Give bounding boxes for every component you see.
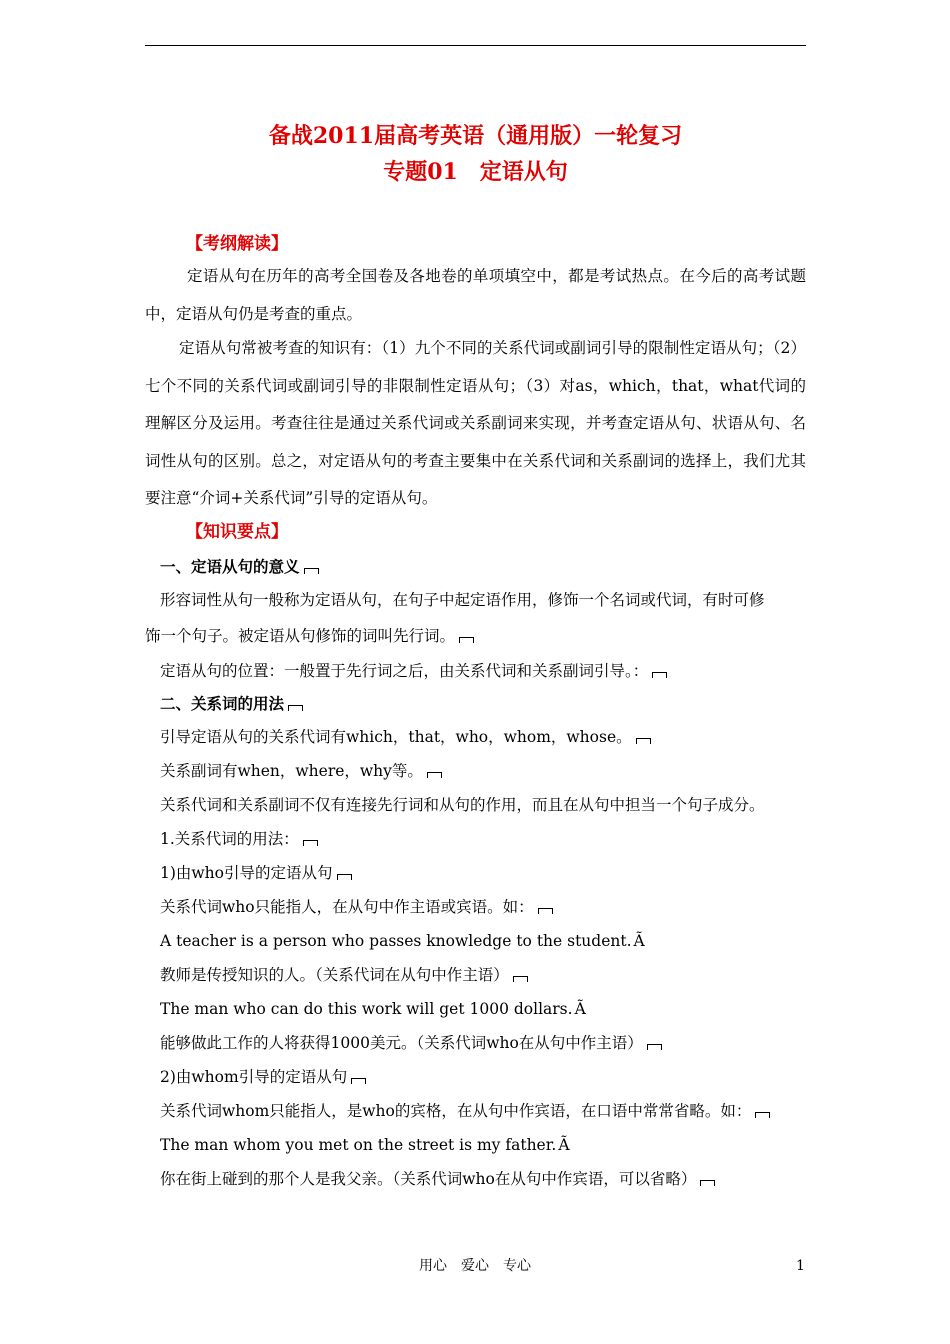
paragraph-mark-icon [351, 1078, 366, 1084]
text-line: 2)由whom引导的定语从句 [160, 1066, 366, 1088]
document-subtitle: 专题01 定语从句 [383, 159, 568, 185]
text-line: 关系代词和关系副词不仅有连接先行词和从句的作用，而且在从句中担当一个句子成分。 [160, 796, 765, 814]
example-translation: 能够做此工作的人将获得1000美元。（关系代词who在从句中作主语） [160, 1032, 662, 1054]
paragraph-mark-icon [288, 705, 303, 711]
text-line: 形容词性从句一般称为定语从句，在句子中起定语作用，修饰一个名词或代词，有时可修 [160, 591, 765, 609]
document-title: 备战2011届高考英语（通用版）一轮复习 [268, 123, 683, 149]
text-line: 1.关系代词的用法： [160, 828, 318, 850]
section-heading-points: 【知识要点】 [186, 522, 288, 542]
paragraph-mark-icon [304, 568, 319, 574]
page-footer: 用心 爱心 专心 [419, 1258, 531, 1274]
paragraph-mark-icon [513, 976, 528, 982]
paragraph-mark-icon [538, 908, 553, 914]
paragraph-mark-icon [303, 840, 318, 846]
paragraph-mark-icon [459, 637, 474, 643]
outline-paragraph-2: 定语从句常被考查的知识有：（1）九个不同的关系代词或副词引导的限制性定语从句；（2）七个不同的关系代词或副词引导的非限制性定语从句；（3）对as，which，that，what代词的理解区分及运用。考查往往是通过关系代词或关系副词来实现，并考查定语从句、状语从句、名词性从句的区别。总之，对定语从句的考查主要集中在关系代词和关系副词的选择上，我们尤其要注意“介词+关系代词”引导的定语从句。 [145, 339, 806, 507]
text-line: 关系代词who只能指人，在从句中作主语或宾语。如： [160, 896, 553, 918]
header-rule [145, 45, 806, 46]
section-heading-outline: 【考纲解读】 [186, 234, 288, 254]
example-sentence: A teacher is a person who passes knowledge to the student. Ã [160, 932, 645, 950]
text-line: 定语从句的位置：一般置于先行词之后，由关系代词和关系副词引导。： [160, 660, 667, 682]
example-translation: 你在街上碰到的那个人是我父亲。（关系代词who在从句中作宾语，可以省略） [160, 1168, 715, 1190]
text-line: 引导定语从句的关系代词有which，that，who，whom，whose。 [160, 726, 651, 748]
heading-usage: 二、关系词的用法 [160, 693, 303, 715]
paragraph-mark-icon [427, 772, 442, 778]
paragraph-mark-icon [700, 1180, 715, 1186]
text-line: 1)由who引导的定语从句 [160, 862, 352, 884]
outline-paragraph-1: 定语从句在历年的高考全国卷及各地卷的单项填空中，都是考试热点。在今后的高考试题中，定语从句仍是考查的重点。 [145, 267, 806, 323]
paragraph-mark-icon [652, 672, 667, 678]
example-translation: 教师是传授知识的人。（关系代词在从句中作主语） [160, 964, 528, 986]
paragraph-mark-icon [636, 738, 651, 744]
text-line: 关系代词whom只能指人，是who的宾格，在从句中作宾语，在口语中常常省略。如： [160, 1100, 770, 1122]
text-line: 关系副词有when，where，why等。 [160, 760, 442, 782]
example-sentence: The man who can do this work will get 1000 dollars. Ã [160, 1000, 586, 1018]
example-sentence: The man whom you met on the street is my father. Ã [160, 1136, 570, 1154]
paragraph-mark-icon [755, 1112, 770, 1118]
paragraph-mark-icon [647, 1044, 662, 1050]
heading-meaning: 一、定语从句的意义 [160, 556, 319, 578]
text-line: 饰一个句子。被定语从句修饰的词叫先行词。 [145, 625, 474, 647]
paragraph-mark-icon [337, 874, 352, 880]
page-number: 1 [796, 1258, 805, 1274]
